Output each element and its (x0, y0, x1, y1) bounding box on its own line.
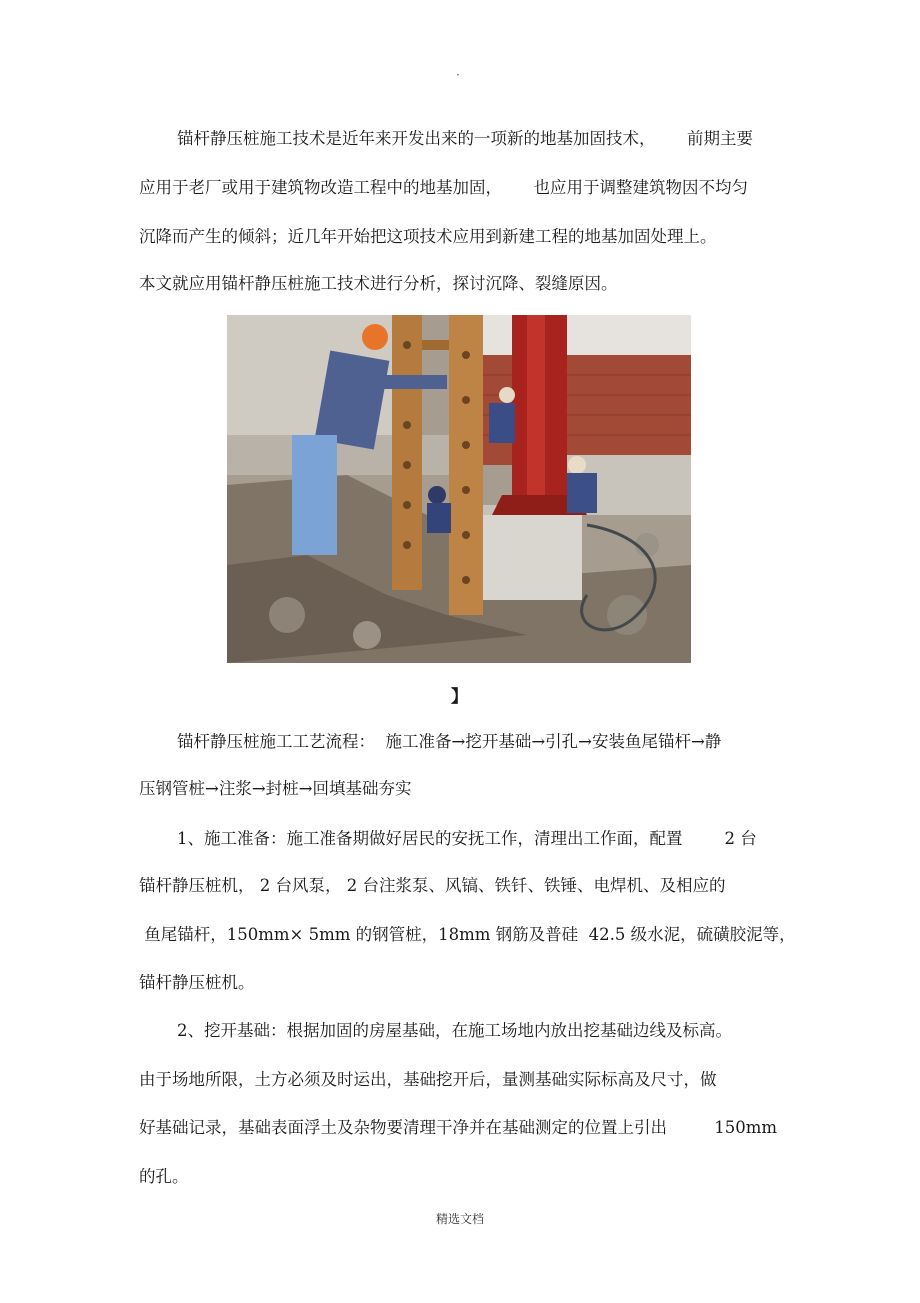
intro-line-1: 锚杆静压桩施工技术是近年来开发出来的一项新的地基加固技术， 前期主要 (177, 129, 753, 148)
process-line-1: 锚杆静压桩施工工艺流程： 施工准备→挖开基础→引孔→安装鱼尾锚杆→静 (177, 732, 722, 751)
step1-line-3: 鱼尾锚杆，150mm× 5mm 的钢管桩，18mm 钢筋及普硅 42.5 级水泥，硫磺胶泥等， (139, 925, 796, 944)
process-line-2: 压钢管桩→注浆→封桩→回填基础夯实 (139, 779, 412, 798)
step2-line-4: 的孔。 (139, 1167, 189, 1186)
step1-line-1: 1、施工准备：施工准备期做好居民的安抚工作，清理出工作面，配置 2 台 (177, 829, 757, 848)
intro-line-2: 应用于老厂或用于建筑物改造工程中的地基加固， 也应用于调整建筑物因不均匀 (139, 178, 748, 197)
step2-line-1: 2、挖开基础：根据加固的房屋基础，在施工场地内放出挖基础边线及标高。 (177, 1021, 732, 1040)
intro-line-3: 沉降而产生的倾斜；近几年开始把这项技术应用到新建工程的地基加固处理上。 (139, 227, 717, 246)
step1-line-2: 锚杆静压桩机， 2 台风泵， 2 台注浆泵、风镐、铁钎、铁锤、电焊机、及相应的 (139, 876, 726, 895)
caption-mark: 】 (451, 687, 468, 707)
construction-photo (227, 315, 691, 663)
intro-line-4: 本文就应用锚杆静压桩施工技术进行分析，探讨沉降、裂缝原因。 (139, 274, 618, 293)
step1-line-4: 锚杆静压桩机。 (139, 973, 255, 992)
step2-line-2: 由于场地所限，土方必须及时运出，基础挖开后，量测基础实际标高及尺寸，做 (139, 1070, 717, 1089)
header-mark: · (456, 68, 460, 82)
step2-line-3: 好基础记录，基础表面浮土及杂物要清理干净并在基础测定的位置上引出 150mm (139, 1118, 777, 1137)
footer-label: 精选文档 (435, 1212, 484, 1226)
